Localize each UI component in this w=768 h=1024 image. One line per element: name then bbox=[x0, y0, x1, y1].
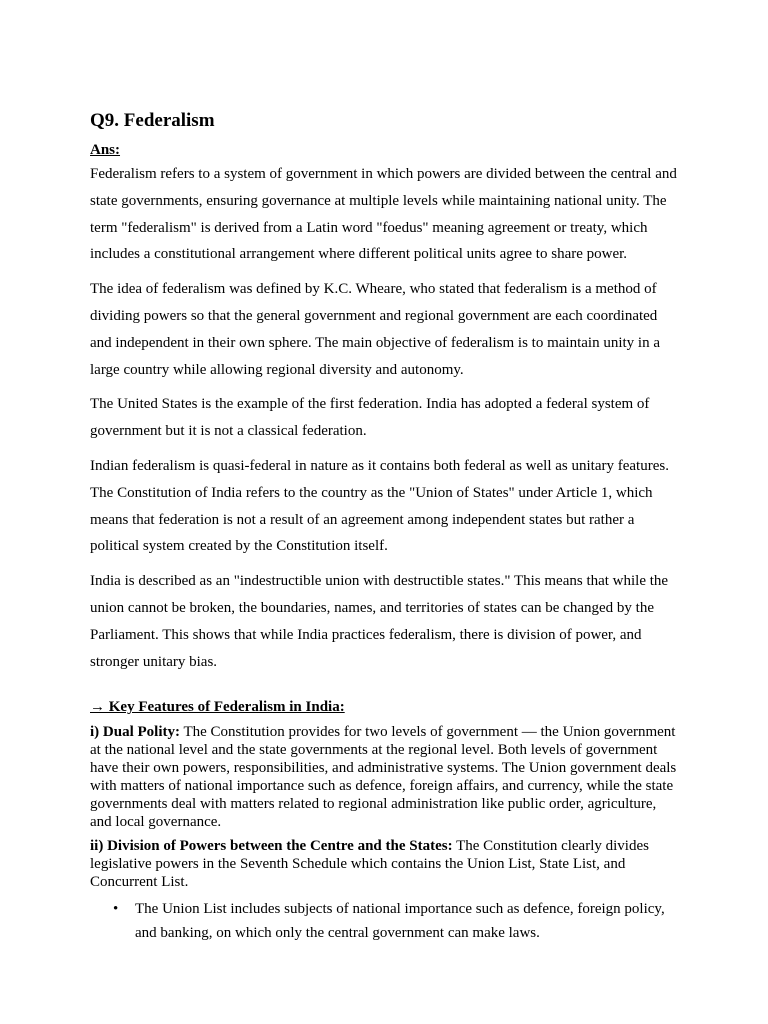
paragraph-first-federation: The United States is the example of the first federation. India has adopted a federal system of government but it is not a classical federation. bbox=[90, 396, 650, 440]
bullet-list bbox=[90, 897, 680, 945]
feature-division-of-powers bbox=[90, 837, 680, 891]
feature-text: The Constitution provides for two levels of government — the Union government at the national level and the state governments at the regional level. Both levels of government have their own powers, responsibilities, and administrative systems. The Union government deals with matters of national importance such as defence, foreign affairs, and currency, while the state governments deal with matters related to regional administration like public order, agriculture, and local governance. bbox=[90, 724, 677, 831]
feature-text: The Constitution clearly divides legislative powers in the Seventh Schedule which contains the Union List, State List, and Concurrent List. bbox=[90, 838, 649, 891]
paragraph-wheare: The idea of federalism was defined by K.C. Wheare, who stated that federalism is a method of dividing powers so that the general government and regional government are each coordinated and independent in their own sphere. The main objective of federalism is to maintain unity in a large country while allowing regional diversity and autonomy. bbox=[90, 281, 660, 378]
feature-dual-polity bbox=[90, 723, 680, 831]
feature-label: ii) Division of Powers between the Centre and the States: bbox=[90, 838, 453, 855]
paragraph-indestructible-union: India is described as an "indestructible union with destructible states." This means that while the union cannot be broken, the boundaries, names, and territories of states can be changed by the Parliament. This shows that while India practices federalism, there is division of power, and stronger unitary bias. bbox=[90, 573, 669, 670]
answer-label: Ans: bbox=[90, 142, 121, 158]
bullet-union-list bbox=[90, 897, 680, 945]
feature-label: i) Dual Polity: bbox=[90, 724, 180, 741]
bullet-text: The Union List includes subjects of national importance such as defence, foreign policy, and banking, on which only the central government can make laws. bbox=[135, 901, 665, 942]
key-features-heading: → Key Features of Federalism in India: bbox=[90, 699, 345, 716]
paragraph-definition: Federalism refers to a system of government in which powers are divided between the central and state governments, ensuring governance at multiple levels while maintaining national unity. The term "federalism" is derived from a Latin word "foedus" meaning agreement or treaty, which includes a constitutional arrangement where different political units agree to share power. bbox=[90, 166, 677, 263]
question-title: Q9. Federalism bbox=[90, 110, 215, 131]
paragraph-quasi-federal: Indian federalism is quasi-federal in nature as it contains both federal as well as unitary features. The Constitution of India refers to the country as the "Union of States" under Article 1, which means that federation is not a result of an agreement among independent states but rather a political system created by the Constitution itself. bbox=[90, 457, 669, 555]
document-content bbox=[90, 108, 680, 945]
bullet-icon: • bbox=[113, 901, 119, 918]
